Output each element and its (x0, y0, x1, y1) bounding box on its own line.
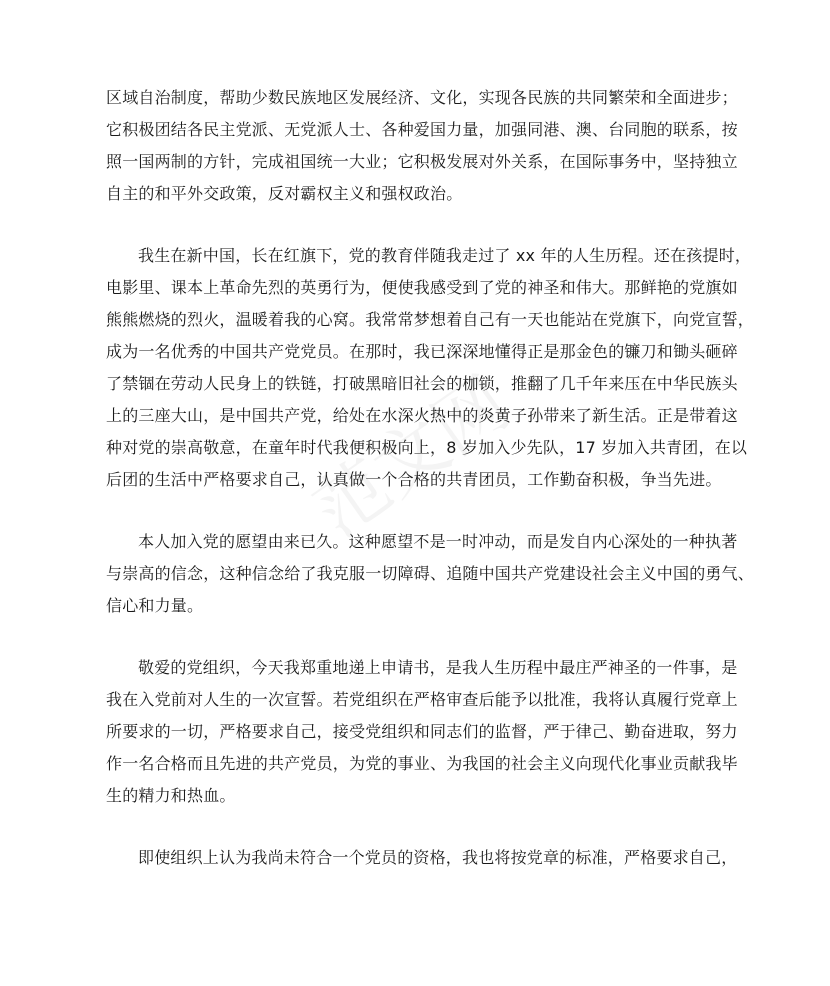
text-line: 照一国两制的方针，完成祖国统一大业；它积极发展对外关系，在国际事务中，坚持独立 (106, 152, 738, 171)
paragraph-gap (106, 622, 726, 652)
paragraph-4 (106, 652, 738, 812)
paragraph-gap (106, 210, 726, 240)
text-line: 自主的和平外交政策，反对霸权主义和强权政治。 (106, 184, 463, 203)
text-line: 本人加入党的愿望由来已久。这种愿望不是一时冲动，而是发自内心深处的一种执著 (138, 532, 738, 551)
text-line: 信心和力量。 (106, 596, 204, 615)
text-line: 电影里、课本上革命先烈的英勇行为，便使我感受到了党的神圣和伟大。那鲜艳的党旗如 (106, 278, 738, 297)
paragraph-1 (106, 82, 738, 210)
text-line: 上的三座大山，是中国共产党，给处在水深火热中的炎黄子孙带来了新生活。正是带着这 (106, 406, 738, 425)
text-line: 敬爱的党组织，今天我郑重地递上申请书，是我人生历程中最庄严神圣的一件事，是 (138, 658, 738, 677)
text-line: 成为一名优秀的中国共产党党员。在那时，我已深深地懂得正是那金色的镰刀和锄头砸碎 (106, 342, 738, 361)
paragraph-2 (106, 240, 755, 496)
paragraph-3 (106, 526, 755, 622)
text-line: 所要求的一切，严格要求自己，接受党组织和同志们的监督，严于律己、勤奋进取，努力 (106, 722, 738, 741)
text-line: 它积极团结各民主党派、无党派人士、各种爱国力量，加强同港、澳、台同胞的联系，按 (106, 120, 738, 139)
text-line: 生的精力和热血。 (106, 786, 236, 805)
paragraph-gap (106, 812, 726, 842)
text-line: 作一名合格而且先进的共产党员，为党的事业、为我国的社会主义向现代化事业贡献我毕 (106, 754, 738, 773)
paragraph-5 (106, 842, 738, 874)
text-line: 即使组织上认为我尚未符合一个党员的资格，我也将按党章的标准，严格要求自己， (138, 848, 738, 867)
text-line: 区域自治制度，帮助少数民族地区发展经济、文化，实现各民族的共同繁荣和全面进步； (106, 88, 738, 107)
document-body (106, 82, 755, 874)
text-line: 熊熊燃烧的烈火，温暖着我的心窝。我常常梦想着自己有一天也能站在党旗下，向党宣誓， (106, 310, 755, 329)
paragraph-gap (106, 496, 726, 526)
text-line: 种对党的崇高敬意，在童年时代我便积极向上，8 岁加入少先队，17 岁加入共青团，在以 (106, 438, 748, 457)
text-line: 了禁锢在劳动人民身上的铁链，打破黑暗旧社会的枷锁，推翻了几千年来压在中华民族头 (106, 374, 738, 393)
text-line: 我在入党前对人生的一次宣誓。若党组织在严格审查后能予以批准，我将认真履行党章上 (106, 690, 738, 709)
text-line: 我生在新中国，长在红旗下，党的教育伴随我走过了 xx 年的人生历程。还在孩提时， (138, 246, 752, 265)
text-line: 与崇高的信念，这种信念给了我克服一切障碍、追随中国共产党建设社会主义中国的勇气、 (106, 564, 755, 583)
text-line: 后团的生活中严格要求自己，认真做一个合格的共青团员，工作勤奋积极，争当先进。 (106, 470, 722, 489)
